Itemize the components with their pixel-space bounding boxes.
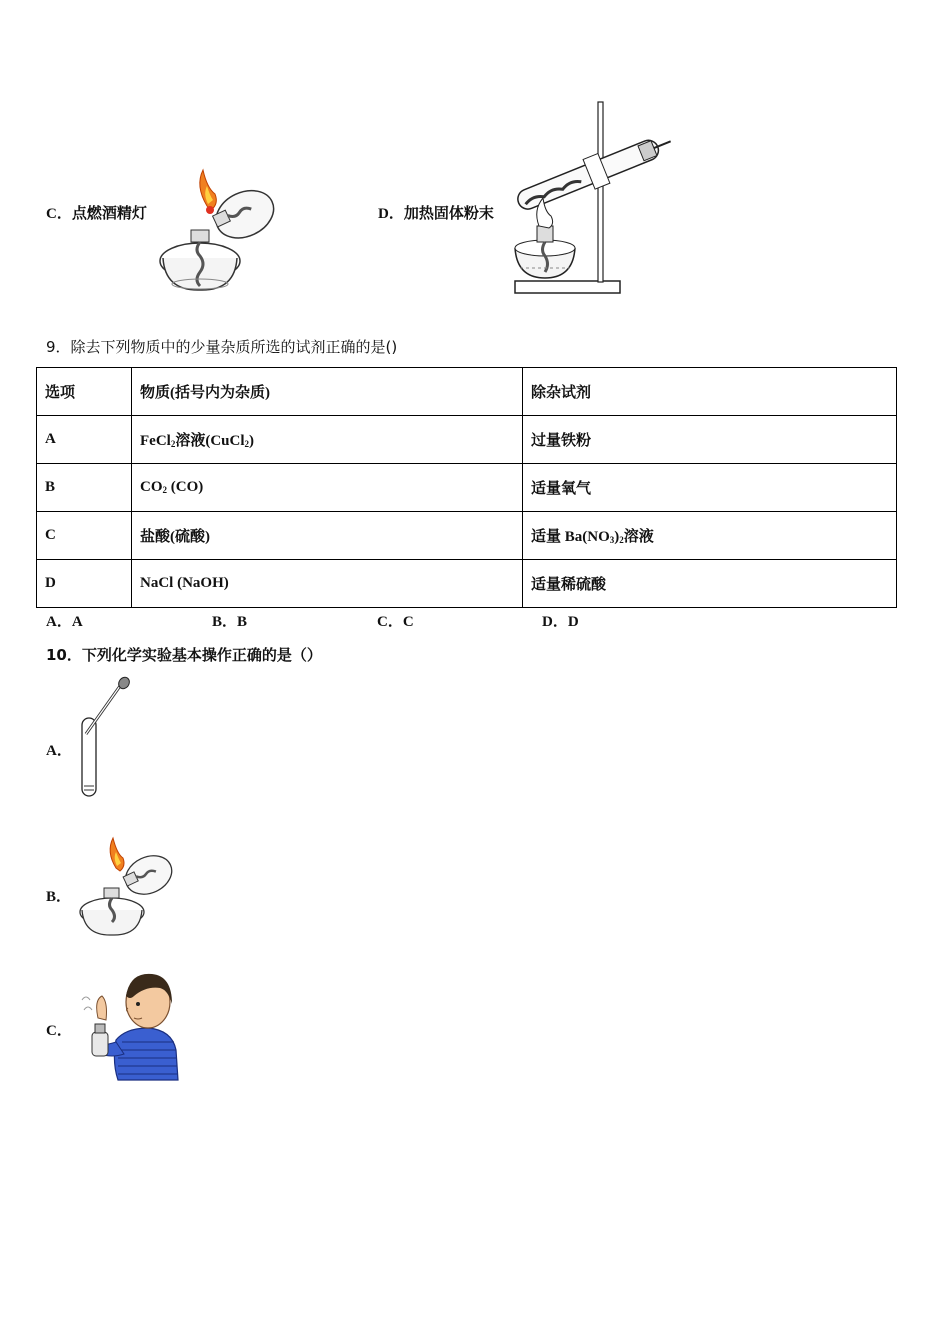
q10-stem: 10．下列化学实验基本操作正确的是（） [46, 646, 322, 664]
table-row [37, 416, 897, 464]
row-reagent: 过量铁粉 [523, 416, 897, 464]
row-substance: NaCl (NaOH) [132, 560, 523, 608]
row-reagent: 适量稀硫酸 [523, 560, 897, 608]
boy-smelling-bottle-illustration [76, 970, 181, 1086]
q8-option-d-label: D．加热固体粉末 [378, 206, 494, 222]
heating-solid-powder-apparatus-illustration [505, 98, 680, 302]
lighting-alcohol-lamp-with-lamp-illustration [76, 836, 176, 945]
table-header-row [37, 368, 897, 416]
q10-option-c-label: C． [46, 1023, 72, 1039]
header-reagent: 除杂试剂 [523, 368, 897, 416]
table-row [37, 464, 897, 512]
row-option: B [37, 464, 132, 512]
row-option: D [37, 560, 132, 608]
table-row [37, 560, 897, 608]
q9-answer-b: B．B [212, 614, 248, 630]
table-row [37, 512, 897, 560]
row-reagent: 适量氧气 [523, 464, 897, 512]
header-option: 选项 [37, 368, 132, 416]
q9-options-table [36, 367, 897, 608]
q9-answer-a: A．A [46, 614, 83, 630]
q10-option-a-label: A． [46, 743, 72, 759]
q9-answer-d: D．D [542, 614, 579, 630]
row-option: A [37, 416, 132, 464]
row-reagent: 适量 $Ba(NO_3)_2$溶液 [523, 512, 897, 560]
row-option: C [37, 512, 132, 560]
row-substance: 盐酸(硫酸) [132, 512, 523, 560]
q9-answer-c: C．C [377, 614, 414, 630]
header-substance: 物质(括号内为杂质) [132, 368, 523, 416]
dropper-test-tube-illustration [76, 676, 136, 805]
q10-option-b-label: B． [46, 889, 72, 905]
q9-stem: 9．除去下列物质中的少量杂质所选的试剂正确的是() [46, 338, 398, 356]
alcohol-lamp-lighting-illustration [155, 166, 280, 300]
q8-option-c-label: C．点燃酒精灯 [46, 206, 147, 222]
row-substance: $CO_2$ (CO) [132, 464, 523, 512]
row-substance: FeCl$_2$溶液(CuCl$_2$) [132, 416, 523, 464]
